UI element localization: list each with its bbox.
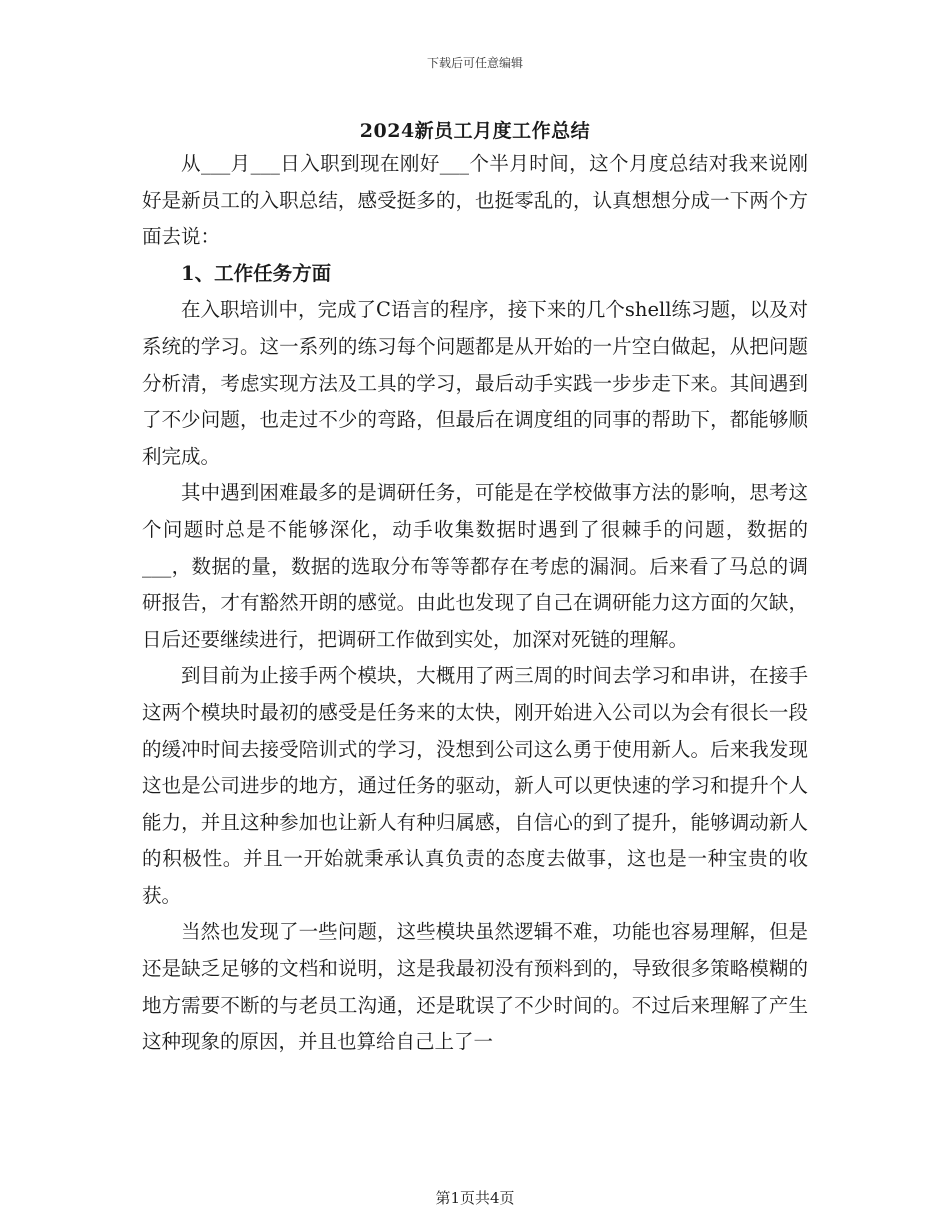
header-note: 下载后可任意编辑 — [426, 56, 523, 70]
body-paragraph-research: 其中遇到困难最多的是调研任务，可能是在学校做事方法的影响，思考这个问题时总是不能够深化，动手收集数据时遇到了很棘手的问题，数据的___，数据的量，数据的选取分布等等都存在考虑的漏洞。后来看了马总的调研报告，才有豁然开朗的感觉。由此也发现了自己在调研能力这方面的欠缺，日后还要继续进行，把调研工作做到实处，加深对死链的理解。 — [142, 481, 808, 651]
document-title: 2024新员工月度工作总结 — [359, 120, 591, 142]
document-body — [142, 146, 808, 1061]
body-paragraph-problems: 当然也发现了一些问题，这些模块虽然逻辑不难，功能也容易理解，但是还是缺乏足够的文档和说明，这是我最初没有预料到的，导致很多策略模糊的地方需要不断的与老员工沟通，还是耽误了不少时间的。不过后来理解了产生这种现象的原因，并且也算给自己上了一 — [142, 920, 808, 1054]
body-paragraph-modules: 到目前为止接手两个模块，大概用了两三周的时间去学习和串讲，在接手这两个模块时最初的感受是任务来的太快，刚开始进入公司以为会有很长一段的缓冲时间去接受陪训式的学习，没想到公司这么勇于使用新人。后来我发现这也是公司进步的地方，通过任务的驱动，新人可以更快速的学习和提升个人能力，并且这种参加也让新人有种归属感，自信心的到了提升，能够调动新人的积极性。并且一开始就秉承认真负责的态度去做事，这也是一种宝贵的收获。 — [142, 664, 808, 907]
body-paragraph-training: 在入职培训中，完成了C语言的程序，接下来的几个shell练习题，以及对系统的学习。这一系列的练习每个问题都是从开始的一片空白做起，从把问题分析清，考虑实现方法及工具的学习，最后动手实践一步步走下来。其间遇到了不少问题，也走过不少的弯路，但最后在调度组的同事的帮助下，都能够顺利完成。 — [142, 298, 808, 468]
page-footer: 第1页共4页 — [435, 1189, 515, 1207]
intro-paragraph: 从___月___日入职到现在刚好___个半月时间，这个月度总结对我来说刚好是新员工的入职总结，感受挺多的，也挺零乱的，认真想想分成一下两个方面去说： — [142, 152, 808, 249]
section-heading-work-tasks: 1、工作任务方面 — [181, 261, 332, 285]
